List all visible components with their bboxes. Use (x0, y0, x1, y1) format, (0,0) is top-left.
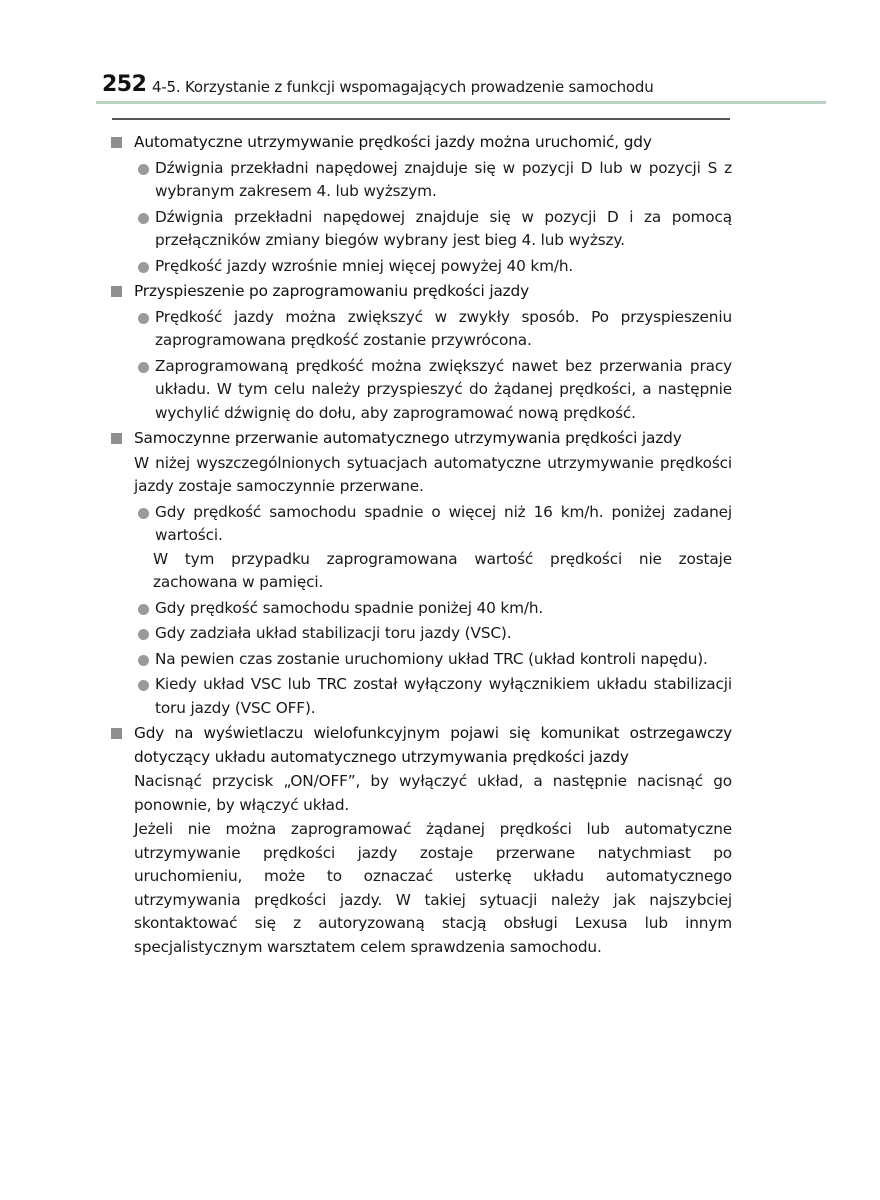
section-automatic-cancel (110, 427, 732, 720)
list-item: Gdy prędkość samochodu spadnie o więcej niż 16 km/h. poniżej zadanej wartości. W tym przypadku zaprogramowana wartość prędkości nie zostaje zachowana w pamięci. (134, 501, 732, 595)
round-bullet-icon (138, 629, 149, 640)
list-item: Kiedy układ VSC lub TRC został wyłączony wyłącznikiem układu stabilizacji toru jazdy (VSC OFF). (134, 673, 732, 720)
page-number: 252 (102, 72, 147, 97)
page-content (110, 131, 732, 961)
round-bullet-icon (138, 508, 149, 519)
list-item: Na pewien czas zostanie uruchomiony układ TRC (układ kontroli napędu). (134, 648, 732, 672)
square-bullet-icon (111, 137, 122, 148)
round-bullet-icon (138, 213, 149, 224)
page-header (102, 72, 830, 102)
list-item: Prędkość jazdy wzrośnie mniej więcej powyżej 40 km/h. (134, 255, 732, 279)
header-divider (96, 101, 826, 104)
section-title: Samoczynne przerwanie automatycznego utrzymywania prędkości jazdy (134, 429, 682, 447)
round-bullet-icon (138, 655, 149, 666)
round-bullet-icon (138, 313, 149, 324)
list-item: Zaprogramowaną prędkość można zwiększyć nawet bez przerwania pracy układu. W tym celu należy przyspieszyć do żądanej prędkości, a następnie wychylić dźwignię do dołu, aby zaprogramować nową prędkość. (134, 355, 732, 426)
section-warning-message (110, 722, 732, 959)
section-acceleration (110, 280, 732, 425)
list-item: Gdy prędkość samochodu spadnie poniżej 40 km/h. (134, 597, 732, 621)
round-bullet-icon (138, 680, 149, 691)
round-bullet-icon (138, 262, 149, 273)
list-item: Dźwignia przekładni napędowej znajduje się w pozycji D i za pomocą przełączników zmiany biegów wybrany jest bieg 4. lub wyższy. (134, 206, 732, 253)
bullet-note: W tym przypadku zaprogramowana wartość prędkości nie zostaje zachowana w pamięci. (153, 549, 732, 591)
paragraph: Jeżeli nie można zaprogramować żądanej prędkości lub automatyczne utrzymywanie prędkości jazdy zostaje przerwane natychmiast po uruchomieniu, może to oznaczać usterkę układu automatycznego utrzymywania prędkości jazdy. W takiej sytuacji należy jak najszybciej skontaktować się z autoryzowaną stacją obsługi Lexusa lub innym specjalistycznym warsztatem celem sprawdzenia samochodu. (134, 820, 732, 956)
round-bullet-icon (138, 604, 149, 615)
section-activation-conditions (110, 131, 732, 278)
section-title: Przyspieszenie po zaprogramowaniu prędkości jazdy (134, 282, 530, 300)
section-title: Automatyczne utrzymywanie prędkości jazdy można uruchomić, gdy (134, 133, 652, 151)
section-rule (112, 118, 730, 120)
round-bullet-icon (138, 164, 149, 175)
section-intro: W niżej wyszczególnionych sytuacjach automatyczne utrzymywanie prędkości jazdy zostaje samoczynnie przerwane. (134, 453, 732, 495)
square-bullet-icon (111, 433, 122, 444)
section-title: Gdy na wyświetlaczu wielofunkcyjnym pojawi się komunikat ostrzegawczy dotyczący układu automatycznego utrzymywania prędkości jazdy (134, 724, 732, 766)
list-item: Gdy zadziała układ stabilizacji toru jazdy (VSC). (134, 622, 732, 646)
square-bullet-icon (111, 728, 122, 739)
list-item: Dźwignia przekładni napędowej znajduje się w pozycji D lub w pozycji S z wybranym zakresem 4. lub wyższym. (134, 157, 732, 204)
paragraph: Nacisnąć przycisk „ON/OFF”, by wyłączyć układ, a następnie nacisnąć go ponownie, by włączyć układ. (134, 772, 732, 814)
list-item: Prędkość jazdy można zwiększyć w zwykły sposób. Po przyspieszeniu zaprogramowana prędkość zostanie przywrócona. (134, 306, 732, 353)
round-bullet-icon (138, 362, 149, 373)
chapter-title: 4-5. Korzystanie z funkcji wspomagających prowadzenie samochodu (152, 78, 654, 96)
square-bullet-icon (111, 286, 122, 297)
